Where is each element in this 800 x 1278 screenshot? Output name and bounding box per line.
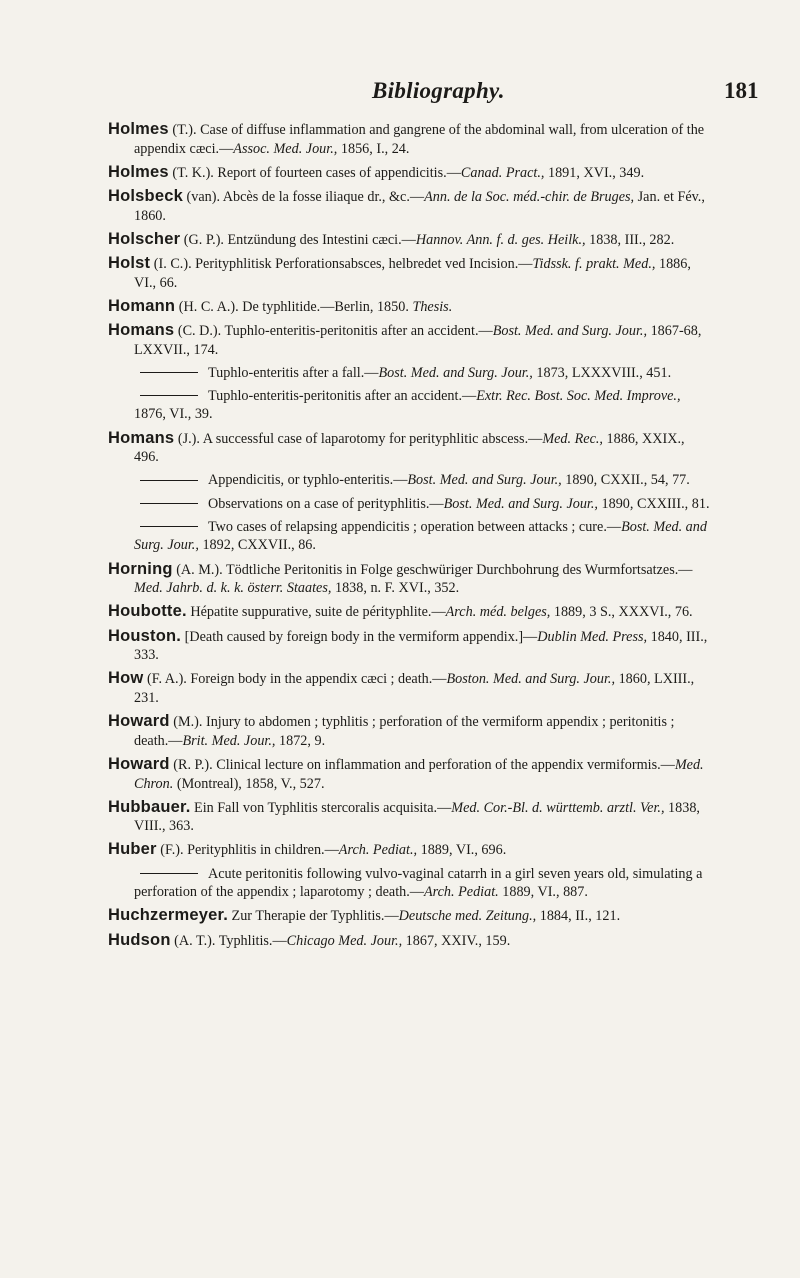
bibliography-entry [108, 429, 712, 467]
bibliography-entry [108, 602, 712, 622]
entry-source: Bost. Med. and Surg. Jour., [134, 518, 707, 554]
entry-title: Hépatite suppurative, suite de pérityphlite.— [190, 604, 446, 621]
bibliography-entry [108, 712, 712, 750]
entry-initials: (van). [182, 188, 223, 205]
entry-source: Dublin Med. Press, [537, 628, 648, 645]
entry-reference: 1840, III., 333. [134, 628, 708, 664]
entry-reference: 1838, VIII., 363. [134, 799, 700, 835]
entry-initials: (H. C. A.). [175, 298, 243, 315]
bibliography-entry [108, 840, 712, 860]
entry-reference: 1856, I., 24. [337, 140, 410, 157]
bibliography-entry [108, 364, 712, 383]
entry-title: Acute peritonitis following vulvo-vaginal catarrh in a girl seven years old, simulating a perforation of the appendix ; laparotomy ; death.— [134, 865, 703, 901]
page-number: 181 [724, 78, 759, 103]
entry-reference: 1838, III., 282. [585, 231, 675, 248]
entry-title: Tuphlo-enteritis-peritonitis after an accident.— [224, 322, 493, 339]
running-title: Bibliography. [372, 78, 505, 103]
bibliography-entry [108, 669, 712, 707]
entry-reference: 1872, 9. [275, 732, 326, 749]
entry-title: Tuphlo-enteritis-peritonitis after an accident.— [208, 387, 477, 404]
entry-author: Huchzermeyer. [108, 906, 228, 925]
entry-author: Homans [108, 320, 175, 339]
entry-source: Med. Cor.-Bl. d. württemb. arztl. Ver., [451, 799, 665, 816]
entry-author: Holmes [108, 120, 169, 138]
entry-reference: 1890, CXXIII., 81. [597, 495, 710, 512]
entry-source: Extr. Rec. Bost. Soc. Med. Improve., [476, 387, 681, 404]
entry-reference: 1892, CXXVII., 86. [198, 537, 316, 554]
entry-reference: 1876, VI., 39. [134, 406, 213, 423]
entry-reference: 1860, LXIII., 231. [134, 671, 695, 706]
running-head [0, 78, 800, 108]
bibliography-entry [108, 230, 712, 250]
bibliography-entry [108, 387, 712, 424]
entry-author: Huber [108, 840, 157, 859]
bibliography-entry [108, 120, 712, 158]
entry-author: Homans [108, 428, 175, 447]
ditto-rule [140, 526, 198, 527]
bibliography-entry [108, 798, 712, 836]
bibliography-entry [108, 755, 712, 793]
entry-author: Horning [108, 559, 173, 578]
entry-source: Chicago Med. Jour., [286, 932, 403, 949]
entry-source: Boston. Med. and Surg. Jour., [446, 671, 616, 688]
entry-title: Clinical lecture on inflammation and perforation of the appendix vermiformis.— [216, 756, 675, 773]
entry-reference: 1873, LXXXVIII., 451. [532, 364, 672, 381]
entry-author: Houston. [108, 626, 182, 645]
entry-source: Deutsche med. Zeitung., [398, 908, 537, 925]
bibliography-entry [108, 163, 712, 183]
entry-initials: (T.). [168, 122, 201, 138]
entry-source: Med. Rec., [542, 430, 603, 447]
entry-author: Holst [108, 253, 151, 272]
entry-reference: 1884, II., 121. [536, 908, 621, 925]
entry-reference: 1891, XVI., 349. [544, 164, 645, 181]
entry-reference: 1889, 3 S., XXXVI., 76. [550, 604, 693, 621]
entry-initials: (T. K.). [168, 164, 218, 181]
entry-initials: (I. C.). [150, 255, 196, 272]
entry-title: Report of fourteen cases of appendicitis.— [217, 164, 461, 181]
entry-source: Arch. Pediat., [338, 842, 418, 859]
entry-reference: (Montreal), 1858, V., 527. [173, 775, 325, 792]
entry-title: Tödtliche Peritonitis in Folge geschwüriger Durchbohrung des Wurmfortsatzes.— [225, 561, 693, 578]
entry-title: De typhlitide.—Berlin, 1850. [242, 298, 413, 315]
entry-title: A successful case of laparotomy for perityphlitic abscess.— [202, 430, 543, 447]
entry-source: Thesis. [412, 298, 453, 315]
bibliography-entry [108, 495, 712, 514]
bibliography-entry [108, 518, 712, 555]
ditto-rule [140, 480, 198, 481]
entry-reference: 1889, VI., 696. [417, 842, 507, 859]
entry-title: Foreign body in the appendix cæci ; death.— [190, 671, 447, 688]
entry-source: Hannov. Ann. f. d. ges. Heilk., [415, 231, 586, 248]
bibliography-entry [108, 627, 712, 665]
entry-source: Med. Jahrb. d. k. k. österr. Staates, [134, 580, 332, 597]
entry-reference: 1886, XXIX., 496. [134, 430, 685, 466]
entry-source: Brit. Med. Jour., [182, 732, 276, 749]
entry-title: Zur Therapie der Typhlitis.— [231, 908, 399, 925]
entry-title: Typhlitis.— [218, 932, 287, 949]
bibliography-entry [108, 187, 712, 225]
entry-title: Tuphlo-enteritis after a fall.— [208, 364, 379, 381]
entry-source: Canad. Pract., [460, 164, 545, 181]
entry-source: Arch. méd. belges, [445, 604, 551, 621]
entry-source: Arch. Pediat. [423, 884, 499, 901]
entry-title: Appendicitis, or typhlo-enteritis.— [208, 472, 408, 489]
entry-author: Howard [108, 754, 170, 773]
entry-initials: (M.). [169, 714, 206, 731]
entry-author: Hubbauer. [108, 797, 191, 816]
entry-title: [Death caused by foreign body in the vermiform appendix.]— [184, 628, 538, 645]
entry-reference: 1886, VI., 66. [134, 255, 691, 291]
entry-title: Injury to abdomen ; typhlitis ; perforation of the vermiform appendix ; peritonitis ; death.— [134, 714, 675, 749]
bibliography-list [108, 120, 712, 955]
bibliography-entry [108, 471, 712, 490]
entry-author: How [108, 669, 144, 688]
entry-reference: Jan. et Fév., 1860. [134, 188, 705, 224]
entry-title: Ein Fall von Typhlitis stercoralis acquisita.— [194, 799, 452, 816]
entry-title: Perityphlitisk Perforationsabsces, helbredet ved Incision.— [195, 255, 533, 272]
entry-source: Ann. de la Soc. méd.-chir. de Bruges, [424, 188, 635, 205]
bibliography-entry [108, 321, 712, 359]
entry-initials: (F. A.). [143, 671, 191, 688]
entry-initials: (A. T.). [170, 932, 219, 949]
entry-author: Holscher [108, 229, 181, 248]
entry-initials: (C. D.). [174, 322, 225, 339]
entry-author: Houbotte. [108, 602, 187, 621]
entry-reference: 1889, VI., 887. [498, 884, 588, 901]
bibliography-entry [108, 297, 712, 317]
entry-initials: (R. P.). [169, 756, 217, 773]
entry-title: Perityphlitis in children.— [187, 842, 339, 859]
entry-title: Entzündung des Intestini cæci.— [227, 231, 416, 248]
ditto-rule [140, 503, 198, 504]
entry-source: Bost. Med. and Surg. Jour., [443, 495, 598, 512]
bibliography-entry [108, 906, 712, 926]
entry-title: Case of diffuse inflammation and gangrene of the abdominal wall, from ulceration of the appendix cæci.— [134, 122, 705, 157]
bibliography-entry [108, 931, 712, 951]
entry-source: Bost. Med. and Surg. Jour., [492, 322, 648, 339]
entry-title: Two cases of relapsing appendicitis ; operation between attacks ; cure.— [208, 518, 622, 535]
entry-source: Bost. Med. and Surg. Jour., [378, 364, 533, 381]
bibliography-entry [108, 254, 712, 292]
entry-initials: (J.). [174, 430, 203, 447]
entry-author: Holsbeck [108, 186, 183, 205]
entry-reference: 1890, CXXII., 54, 77. [561, 472, 690, 489]
entry-initials: (F.). [156, 842, 188, 859]
entry-author: Hudson [108, 930, 171, 949]
ditto-rule [140, 395, 198, 396]
bibliography-entry [108, 560, 712, 598]
entry-source: Assoc. Med. Jour., [233, 140, 338, 157]
entry-author: Homann [108, 296, 176, 315]
entry-author: Howard [108, 712, 170, 731]
entry-source: Bost. Med. and Surg. Jour., [407, 472, 562, 489]
bibliography-entry [108, 865, 712, 902]
entry-reference: 1867, XXIV., 159. [402, 932, 511, 949]
entry-title: Observations on a case of perityphlitis.— [208, 495, 444, 512]
entry-reference: 1867-68, LXXVII., 174. [134, 322, 702, 358]
entry-reference: 1838, n. F. XVI., 352. [331, 580, 460, 597]
entry-initials: (G. P.). [180, 231, 228, 248]
entry-source: Tidssk. f. prakt. Med., [532, 255, 656, 272]
ditto-rule [140, 873, 198, 874]
ditto-rule [140, 372, 198, 373]
entry-initials: (A. M.). [172, 561, 226, 578]
entry-title: Abcès de la fosse iliaque dr., &c.— [222, 188, 425, 205]
entry-source: Med. Chron. [134, 756, 704, 792]
entry-author: Holmes [108, 162, 169, 181]
